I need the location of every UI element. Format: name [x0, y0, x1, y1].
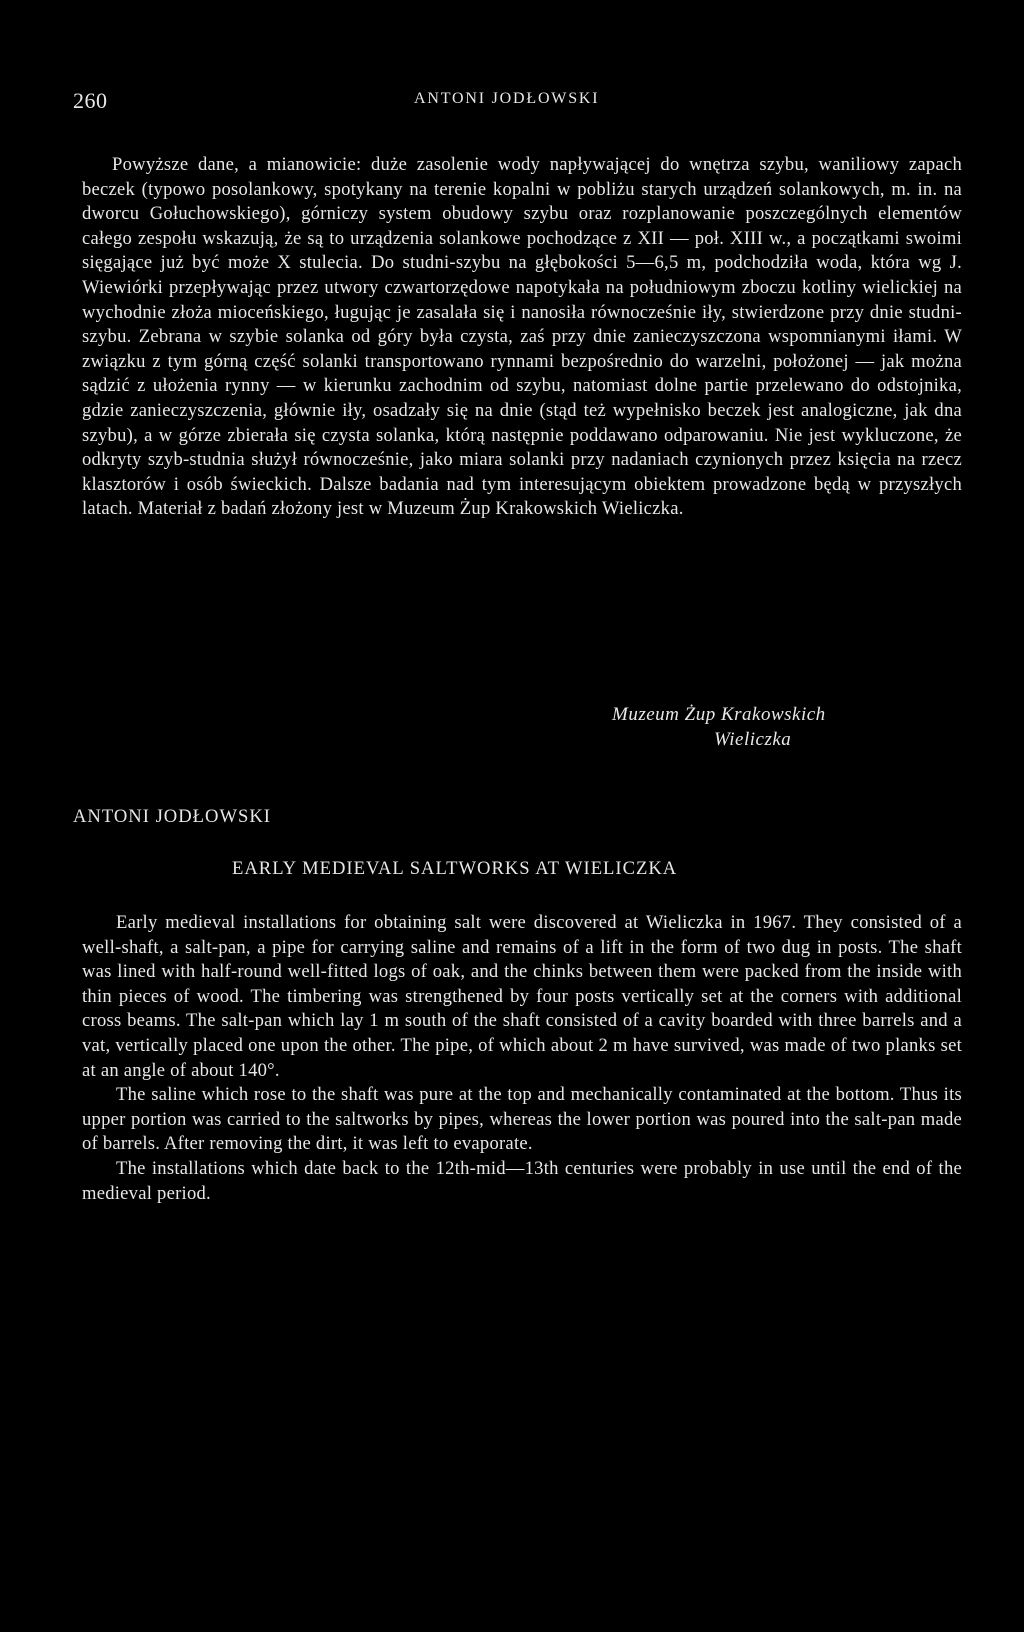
running-head: ANTONI JODŁOWSKI [414, 90, 600, 107]
summary-paragraph-1: Early medieval installations for obtaining salt were discovered at Wieliczka in 1967. They consisted of a well-shaft, a salt-pan, a pipe for carrying saline and remains of a lift in the form of two dug in posts. The shaft was lined with half-round well-fitted logs of oak, and the chinks between them were packed from the inside with thin pieces of wood. The timbering was strengthened by four posts vertically set at the corners with additional cross beams. The salt-pan which lay 1 m south of the shaft consisted of a cavity boarded with three barrels and a vat, vertically placed one upon the other. The pipe, of which about 2 m have survived, was made of two planks set at an angle of about 140°. [82, 912, 962, 1081]
summary-paragraph-2: The saline which rose to the shaft was pure at the top and mechanically contaminated at the bottom. Thus its upper portion was carried to the saltworks by pipes, whereas the lower portion was poured into the salt-pan made of barrels. After removing the dirt, it was left to evaporate. [82, 1084, 962, 1155]
english-summary [82, 911, 962, 1206]
affiliation-line-2: Wieliczka [714, 729, 792, 750]
page-number: 260 [73, 88, 108, 113]
summary-title: EARLY MEDIEVAL SALTWORKS AT WIELICZKA [232, 858, 678, 879]
summary-paragraph-3: The installations which date back to the 12th-mid—13th centuries were probably in use until the end of the medieval period. [82, 1157, 962, 1204]
affiliation [612, 702, 962, 752]
affiliation-line-1: Muzeum Żup Krakowskich [612, 704, 826, 725]
summary-author: ANTONI JODŁOWSKI [73, 806, 271, 827]
polish-paragraph: Powyższe dane, a mianowicie: duże zasolenie wody napływającej do wnętrza szybu, waniliowy zapach beczek (typowo posolankowy, spotykany na terenie kopalni w pobliżu starych urządzeń solankowych, m. in. na dworcu Gołuchowskiego), górniczy system obudowy szybu oraz rozplanowanie poszczególnych elementów całego zespołu wskazują, że są to urządzenia solankowe pochodzące z XII — poł. XIII w., a początkami swoimi sięgające już być może X stulecia. Do studni-szybu na głębokości 5—6,5 m, podchodziła woda, która wg J. Wiewiórki przepływając przez utwory czwartorzędowe napotykała na południowym zboczu kotliny wielickiej na wychodnie złoża mioceńskiego, ługując je zasalała się i nanosiła równocześnie iły, stwierdzone przy dnie studni-szybu. Zebrana w szybie solanka od góry była czysta, zaś przy dnie zanieczyszczona wspomnianymi iłami. W związku z tym górną część solanki transportowano rynnami bezpośrednio do warzelni, położonej — jak można sądzić z ułożenia rynny — w kierunku zachodnim od szybu, natomiast dolne partie przelewano do odstojnika, gdzie zanieczyszczenia, głównie iły, osadzały się na dnie (stąd też wypełnisko beczek jest analogiczne, jak dna szybu), a w górze zbierała się czysta solanka, którą następnie poddawano odparowaniu. Nie jest wykluczone, że odkryty szyb-studnia służył równocześnie, jako miara solanki przy nadaniach czynionych przez księcia na rzecz klasztorów i osób świeckich. Dalsze badania nad tym interesującym obiektem prowadzone będą w przyszłych latach. Materiał z badań złożony jest w Muzeum Żup Krakowskich Wieliczka. [82, 154, 962, 520]
